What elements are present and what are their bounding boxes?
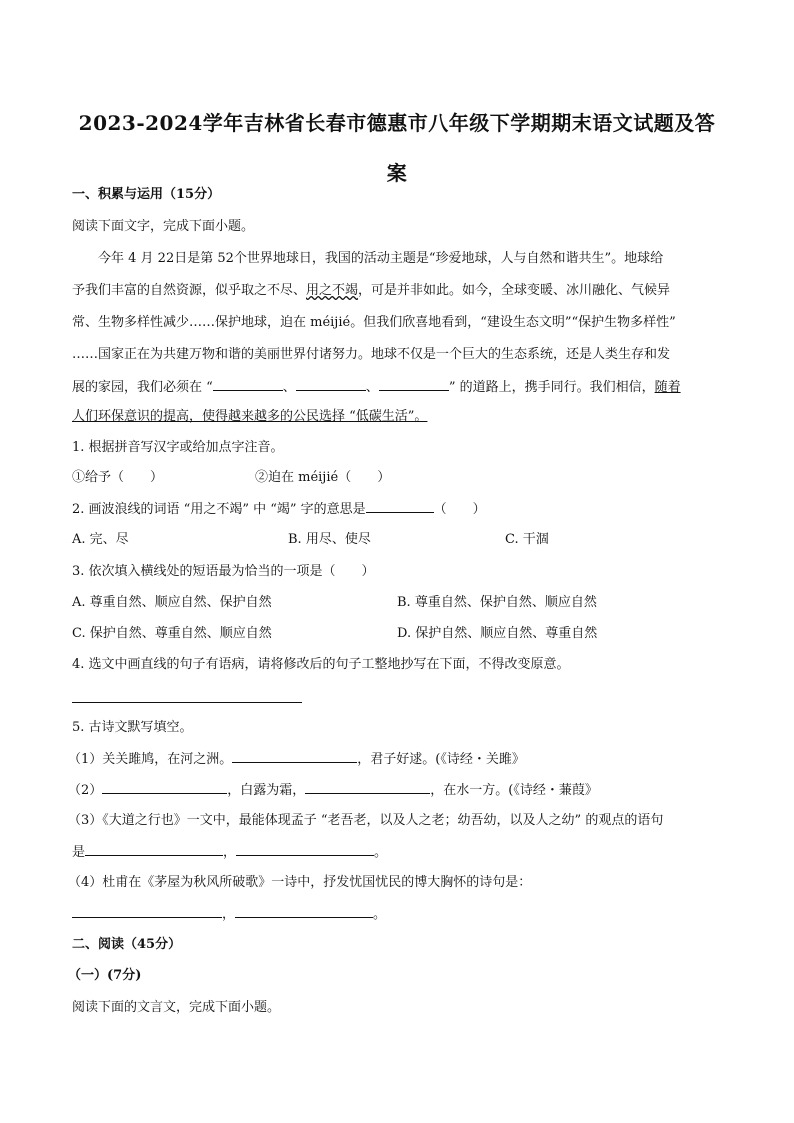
passage-line-5: 展的家园，我们必须在 “ 、 、 ” 的道路上，携手同行。我们相信，随着 [72, 377, 681, 398]
question-5-item-3-line-2: 是 ， 。 [72, 842, 387, 863]
question-5-item-2: （2） ，白露为霜， ，在水一方。(《诗经・蒹葭》 [68, 780, 598, 801]
answer-blank[interactable] [213, 377, 283, 391]
answer-blank[interactable] [296, 377, 366, 391]
question-3-option-d: D. 保护自然、顺应自然、尊重自然 [397, 626, 598, 641]
question-3-stem: 3. 依次填入横线处的短语最为恰当的一项是（ ） [72, 564, 375, 579]
answer-blank[interactable] [85, 842, 223, 856]
question-2-option-a: A. 完、尽 [72, 532, 129, 547]
question-1-item-a: ①给予（ ） [72, 470, 164, 485]
passage-line-4: ……国家正在为共建万物和谐的美丽世界付诸努力。地球不仅是一个巨大的生态系统，还是人类生存和发 [72, 347, 671, 362]
question-4-stem: 4. 选文中画直线的句子有语病，请将修改后的句子工整地抄写在下面，不得改变原意。 [72, 657, 570, 672]
answer-blank[interactable] [232, 749, 357, 763]
question-2-stem: 2. 画波浪线的词语 “用之不竭” 中 “竭” 字的意思是 （ ） [72, 499, 486, 520]
answer-blank[interactable] [236, 842, 374, 856]
question-2-option-c: C. 干涸 [505, 532, 549, 547]
answer-blank[interactable] [72, 904, 222, 918]
reading-instruction: 阅读下面文字，完成下面小题。 [72, 219, 255, 234]
answer-blank[interactable] [366, 499, 434, 513]
subsection-1-heading: （一）(7分) [68, 968, 142, 983]
question-1-item-b: ②迫在 méijié（ ） [255, 470, 391, 485]
question-3-option-c: C. 保护自然、尊重自然、顺应自然 [72, 626, 272, 641]
question-2-option-b: B. 用尽、使尽 [288, 532, 371, 547]
answer-blank[interactable] [102, 780, 227, 794]
question-5-item-3-line-1: （3）《大道之行也》一文中，最能体现孟子 “老吾老，以及人之老；幼吾幼，以及人之幼” 的观点的语句 [68, 813, 664, 828]
reading-instruction-2: 阅读下面的文言文，完成下面小题。 [72, 1000, 281, 1015]
question-1-stem: 1. 根据拼音写汉字或给加点字注音。 [72, 440, 284, 455]
underlined-sentence: 人们环保意识的提高，使得越来越多的公民选择 “低碳生活”。 [72, 409, 428, 424]
question-3-option-b: B. 尊重自然、保护自然、顺应自然 [397, 595, 597, 610]
section-2-heading: 二、阅读（45分） [72, 937, 182, 952]
passage-line-2: 予我们丰富的自然资源，似乎取之不尽、用之不竭，可是并非如此。如今，全球变暖、冰川融化、气候异 [72, 283, 671, 298]
question-5-stem: 5. 古诗文默写填空。 [72, 720, 193, 735]
answer-blank[interactable] [305, 780, 430, 794]
answer-blank[interactable] [379, 377, 449, 391]
document-title: 2023-2024学年吉林省长春市德惠市八年级下学期期末语文试题及答 案 [78, 111, 716, 185]
passage-line-3: 常、生物多样性减少……保护地球，迫在 méijié。但我们欣喜地看到，“建设生态文明”“保护生物多样性” [72, 315, 676, 330]
answer-line[interactable] [72, 702, 302, 703]
question-5-item-1: （1）关关雎鸠，在河之洲。 ，君子好逑。(《诗经・关雎》 [68, 749, 525, 770]
question-5-item-4-line-1: （4）杜甫在《茅屋为秋风所破歌》一诗中，抒发忧国忧民的博大胸怀的诗句是： [68, 875, 532, 890]
question-5-item-4-line-2: ， 。 [72, 904, 386, 925]
question-3-option-a: A. 尊重自然、顺应自然、保护自然 [72, 595, 272, 610]
passage-line-1: 今年 4 月 22日是第 52个世界地球日，我国的活动主题是“珍爱地球，人与自然和谐共生”。地球给 [98, 251, 664, 266]
answer-blank[interactable] [235, 904, 373, 918]
wavy-underlined-phrase: 用之不竭 [306, 283, 359, 298]
section-1-heading: 一、积累与运用（15分） [72, 187, 221, 202]
